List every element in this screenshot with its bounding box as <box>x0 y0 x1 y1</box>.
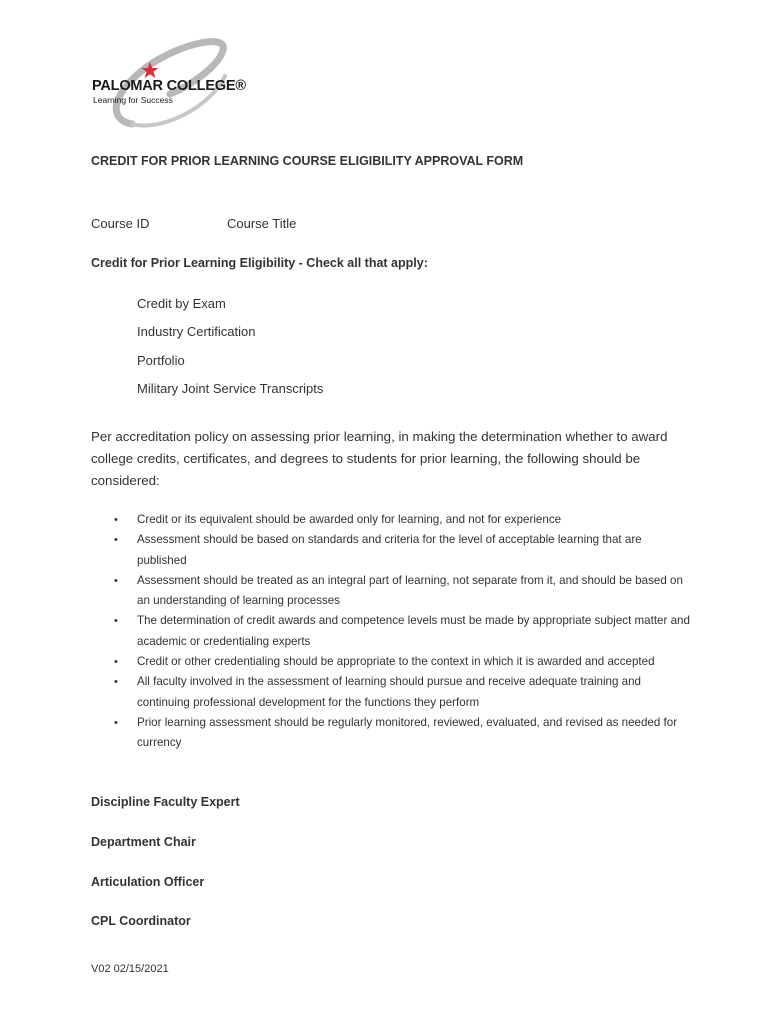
list-item <box>91 672 691 713</box>
bullet-icon: • <box>114 716 118 729</box>
eligibility-heading: Credit for Prior Learning Eligibility - Check all that apply: <box>91 256 428 270</box>
form-title: CREDIT FOR PRIOR LEARNING COURSE ELIGIBILITY APPROVAL FORM <box>91 154 524 168</box>
signoff-department-chair: Department Chair <box>91 835 196 849</box>
list-item-text: The determination of credit awards and competence levels must be made by appropriate subject matter and academic or credentialing experts <box>137 614 690 648</box>
list-item-text: Assessment should be treated as an integral part of learning, not separate from it, and should be based on an understanding of learning processes <box>137 573 683 608</box>
bullet-icon: • <box>114 514 118 526</box>
bullet-icon: • <box>114 656 118 669</box>
bullet-icon: • <box>114 534 118 547</box>
palomar-college-logo <box>88 36 278 136</box>
signoff-articulation-officer: Articulation Officer <box>91 875 205 889</box>
course-id-label: Course ID <box>91 216 150 231</box>
list-item <box>91 611 691 652</box>
course-title-label: Course Title <box>227 216 297 231</box>
option-credit-by-exam[interactable]: Credit by Exam <box>137 296 226 311</box>
list-item-text: Prior learning assessment should be regularly monitored, reviewed, evaluated, and revised as needed for currency <box>137 715 678 750</box>
list-item-text: Credit or its equivalent should be awarded only for learning, and not for experience <box>137 513 562 526</box>
list-item <box>91 713 691 754</box>
list-item-text: Credit or other credentialing should be appropriate to the context in which it is awarded and accepted <box>137 655 655 669</box>
signoff-cpl-coordinator: CPL Coordinator <box>91 914 191 928</box>
option-military-transcripts[interactable]: Military Joint Service Transcripts <box>137 381 324 396</box>
bullet-icon: • <box>114 615 118 628</box>
list-item <box>91 530 691 571</box>
list-item <box>91 652 691 672</box>
version-footer: V02 02/15/2021 <box>91 963 169 975</box>
bullet-icon: • <box>114 676 118 689</box>
list-item <box>91 510 691 530</box>
list-item-text: Assessment should be based on standards and criteria for the level of acceptable learning that are published <box>137 533 642 567</box>
list-item-text: All faculty involved in the assessment of learning should pursue and receive adequate training and continuing professional development for the functions they perform <box>137 675 641 709</box>
bullet-icon: • <box>114 574 118 587</box>
option-industry-certification[interactable]: Industry Certification <box>137 324 256 339</box>
considerations-list <box>91 510 691 754</box>
list-item <box>91 571 691 612</box>
logo-tagline: Learning for Success <box>93 95 173 105</box>
signoff-discipline-faculty-expert: Discipline Faculty Expert <box>91 795 240 809</box>
policy-paragraph: Per accreditation policy on assessing prior learning, in making the determination whether to award college credits, certificates, and degrees to students for prior learning, the following should be considered: <box>91 429 668 488</box>
logo-wordmark: PALOMAR COLLEGE® <box>92 78 246 94</box>
option-portfolio[interactable]: Portfolio <box>137 353 185 368</box>
